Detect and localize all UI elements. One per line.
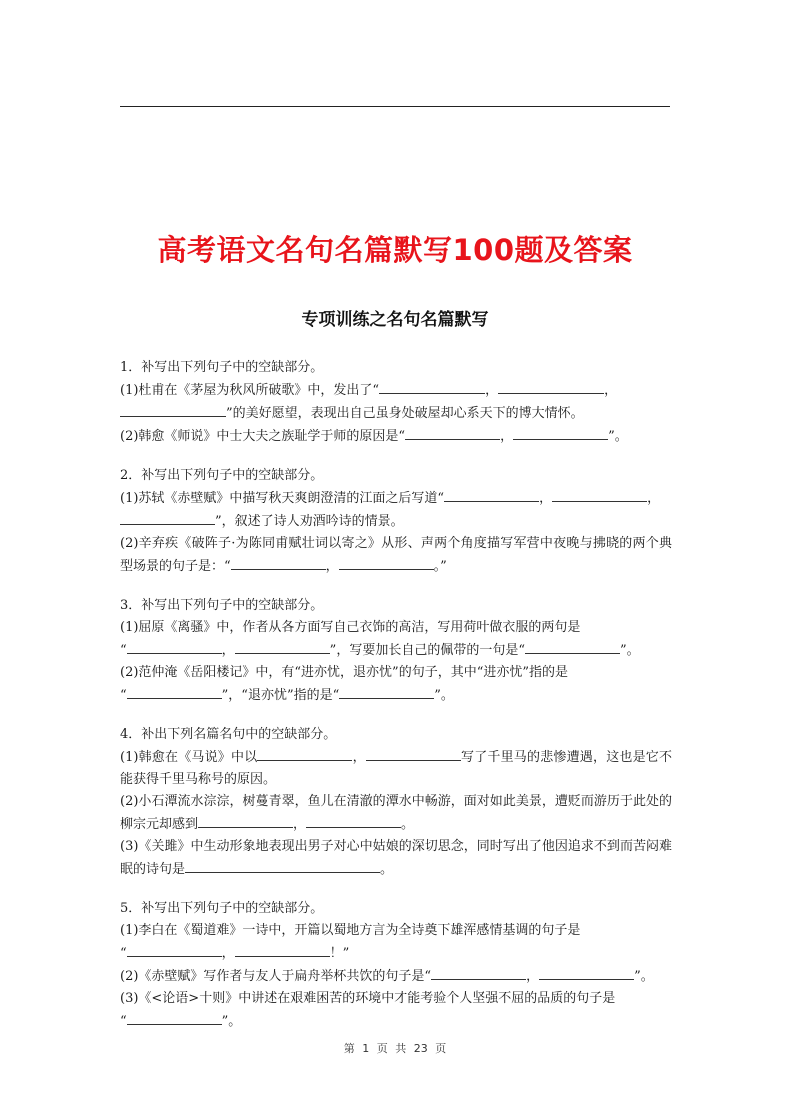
item-text: ， (604, 383, 618, 398)
item-text: ”。 (634, 969, 654, 984)
header-rule (120, 106, 670, 107)
question-item (120, 746, 672, 791)
item-text: ， (539, 491, 553, 506)
answer-blank[interactable] (539, 965, 634, 980)
question-5 (120, 898, 672, 1033)
item-text: 。 (380, 862, 394, 877)
item-text: ， (221, 643, 235, 658)
item-text: (1)苏轼《赤壁赋》中描写秋天爽朗澄清的江面之后写道“ (120, 491, 445, 506)
answer-blank[interactable] (431, 965, 526, 980)
question-item (120, 988, 672, 1033)
question-item (120, 920, 672, 965)
answer-blank[interactable] (235, 639, 330, 654)
answer-blank[interactable] (525, 639, 620, 654)
answer-blank[interactable] (127, 942, 222, 957)
item-text: (3)《<论语>十则》中讲述在艰难困苦的环境中才能考验个人坚强不屈的品质的句子是 (120, 991, 616, 1006)
question-1 (120, 357, 672, 448)
answer-blank[interactable] (127, 1010, 222, 1025)
item-text: 。 (401, 817, 415, 832)
item-text: (2)《赤壁赋》写作者与友人于扁舟举杯共饮的句子是“ (120, 969, 432, 984)
question-item (120, 379, 672, 425)
item-text: ”，写要加长自己的佩带的一句是“ (329, 643, 525, 658)
answer-blank[interactable] (120, 402, 226, 417)
answer-blank[interactable] (552, 487, 647, 502)
answer-blank[interactable] (513, 425, 608, 440)
answer-blank[interactable] (127, 684, 222, 699)
item-text: ， (221, 946, 235, 961)
question-item (120, 662, 672, 707)
answer-blank[interactable] (235, 942, 330, 957)
question-item (120, 791, 672, 836)
item-text: ， (352, 750, 366, 765)
item-text: 写了千里马的悲惨遭遇，这也是它不能获得千里马称号的原因。 (120, 750, 672, 787)
item-text: ， (325, 559, 339, 574)
answer-blank[interactable] (366, 746, 461, 761)
item-text: (1)屈原《离骚》中，作者从各方面写自己衣饰的高洁，写用荷叶做衣服的两句是 (120, 620, 581, 635)
page-subtitle: 专项训练之名句名篇默写 (301, 310, 489, 330)
item-text: ”，叙述了诗人劝酒吟诗的情景。 (215, 514, 404, 529)
question-2 (120, 465, 672, 578)
answer-blank[interactable] (444, 487, 539, 502)
question-heading: 1．补写出下列句子中的空缺部分。 (120, 360, 324, 375)
question-item (120, 533, 672, 578)
question-4 (120, 724, 672, 881)
question-list (120, 357, 672, 1050)
item-text: ”的美好愿望，表现出自己虽身处破屋却心系天下的博大情怀。 (226, 406, 584, 421)
answer-blank[interactable] (498, 379, 604, 394)
question-item (120, 965, 672, 988)
item-text: (1)杜甫在《茅屋为秋风所破歌》中，发出了“ (120, 383, 380, 398)
item-text: ”。 (608, 429, 628, 444)
item-text: ”。 (619, 643, 640, 658)
item-text: (2)小石潭流水淙淙，树蔓青翠，鱼儿在清澈的潭水中畅游，面对如此美景，遭贬而游历于此处的柳宗元却感到 (120, 794, 672, 832)
item-text: ， (293, 817, 307, 832)
answer-blank[interactable] (257, 746, 352, 761)
item-text: (3)《关雎》中生动形象地表现出男子对心中姑娘的深切思念，同时写出了他因追求不到而苦闷难眠的诗句是 (120, 839, 672, 877)
item-text: ”。 (434, 688, 454, 703)
answer-blank[interactable] (231, 555, 326, 570)
item-text: ”，“退亦忧”指的是“ (221, 688, 340, 703)
answer-blank[interactable] (379, 379, 485, 394)
question-heading: 3．补写出下列句子中的空缺部分。 (120, 598, 324, 613)
page-title: 高考语文名句名篇默写100题及答案 (157, 233, 633, 267)
item-text: (2)辛弃疾《破阵子·为陈同甫赋壮词以寄之》从形、声两个角度描写军营中夜晚与拂晓的两个典型场景的句子是：“ (120, 536, 672, 574)
answer-blank[interactable] (405, 425, 500, 440)
item-text: ， (647, 491, 661, 506)
question-item (120, 617, 672, 662)
question-heading: 2．补写出下列句子中的空缺部分。 (120, 468, 324, 483)
item-text: ， (500, 429, 514, 444)
question-item (120, 836, 672, 881)
answer-blank[interactable] (306, 813, 401, 828)
question-3 (120, 595, 672, 707)
answer-blank[interactable] (120, 510, 215, 525)
answer-blank[interactable] (198, 813, 293, 828)
answer-blank[interactable] (185, 858, 380, 873)
item-text: (1)韩愈在《马说》中以 (120, 750, 258, 765)
answer-blank[interactable] (339, 684, 434, 699)
item-text: “ (120, 688, 127, 703)
item-text: 。” (433, 559, 447, 574)
answer-blank[interactable] (127, 639, 222, 654)
answer-blank[interactable] (339, 555, 434, 570)
item-text: ”。 (221, 1014, 242, 1029)
question-heading: 4．补出下列名篇名句中的空缺部分。 (120, 727, 337, 742)
question-item (120, 425, 672, 448)
item-text: ！” (329, 946, 350, 961)
item-text: ， (526, 969, 540, 984)
item-text: ， (485, 383, 499, 398)
question-heading: 5．补写出下列句子中的空缺部分。 (120, 901, 324, 916)
item-text: (2)范仲淹《岳阳楼记》中，有“进亦忧，退亦忧”的句子，其中“进亦忧”指的是 (120, 665, 568, 680)
item-text: “ (120, 643, 127, 658)
item-text: “ (120, 1014, 127, 1029)
item-text: (1)李白在《蜀道难》一诗中，开篇以蜀地方言为全诗奠下雄浑感情基调的句子是 (120, 923, 581, 938)
page-number-footer: 第 1 页 共 23 页 (343, 1042, 447, 1055)
item-text: “ (120, 946, 127, 961)
item-text: (2)韩愈《师说》中士大夫之族耻学于师的原因是“ (120, 429, 406, 444)
question-item (120, 487, 672, 533)
